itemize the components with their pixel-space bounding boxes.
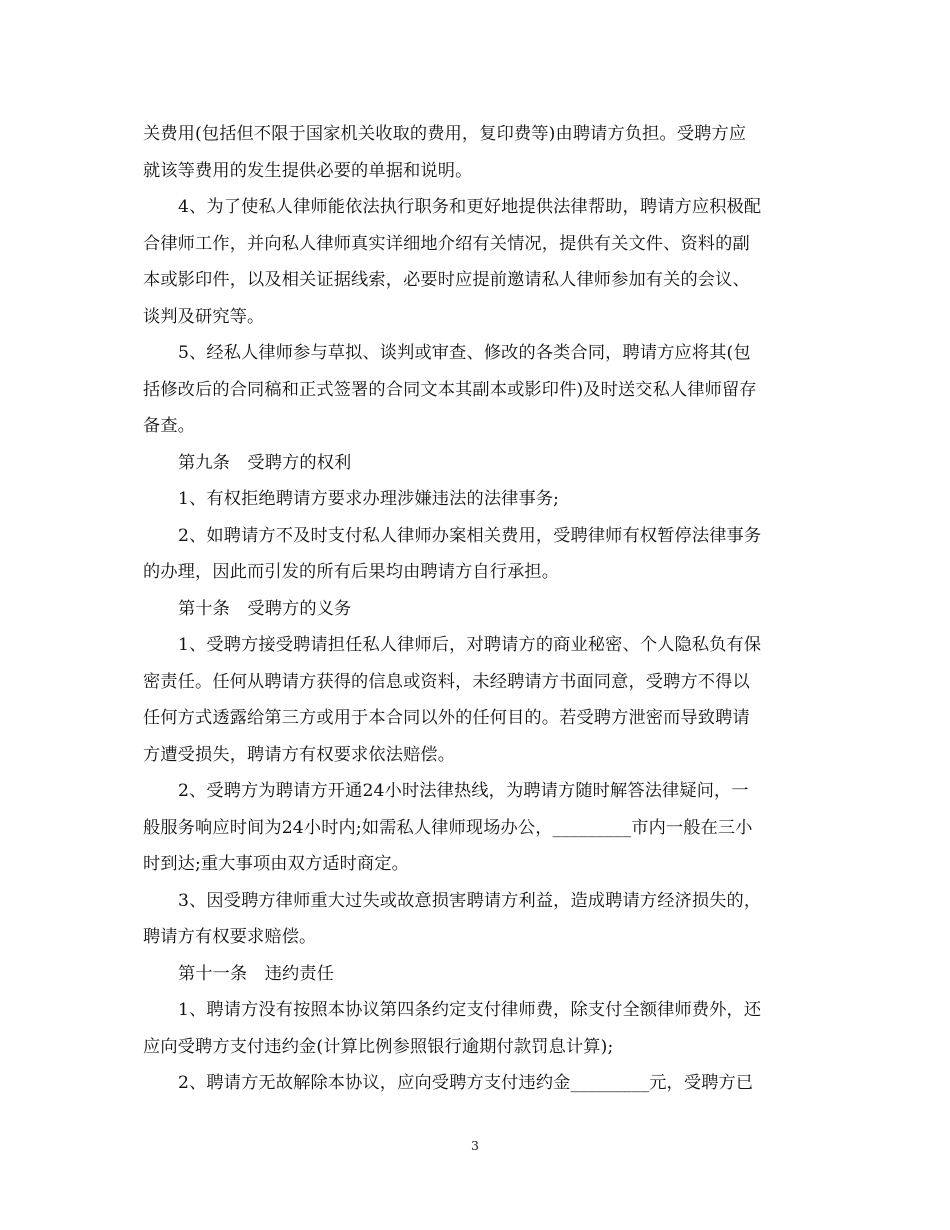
text-line: 合律师工作，并向私人律师真实详细地介绍有关情况，提供有关文件、资料的副: [143, 233, 750, 254]
text-line: 聘请方有权要求赔偿。: [143, 927, 317, 947]
text-line: 时到达;重大事项由双方适时商定。: [143, 854, 410, 874]
text-line: 就该等费用的发生提供必要的单据和说明。: [143, 160, 473, 181]
text-line: 应向受聘方支付违约金(计算比例参照银行逾期付款罚息计算);: [143, 1036, 614, 1057]
article-heading: 第九条 受聘方的权利: [178, 452, 352, 473]
page-number: 3: [471, 1138, 479, 1153]
text-line: 般服务响应时间为24小时内;如需私人律师现场办公，_________市内一般在三小: [143, 817, 753, 838]
text-line: 1、聘请方没有按照本协议第四条约定支付律师费，除支付全额律师费外，还: [178, 1000, 762, 1020]
text-line: 密责任。任何从聘请方获得的信息或资料，未经聘请方书面同意，受聘方不得以: [143, 671, 750, 692]
text-line: 方遭受损失，聘请方有权要求依法赔偿。: [143, 744, 456, 765]
text-line: 2、如聘请方不及时支付私人律师办案相关费用，受聘律师有权暂停法律事务: [178, 525, 762, 546]
text-line: 1、受聘方接受聘请担任私人律师后，对聘请方的商业秘密、个人隐私负有保: [178, 635, 762, 655]
text-line: 任何方式透露给第三方或用于本合同以外的任何目的。若受聘方泄密而导致聘请: [143, 708, 750, 728]
text-line: 2、受聘方为聘请方开通24小时法律热线，为聘请方随时解答法律疑问，一: [178, 781, 749, 801]
text-line: 谈判及研究等。: [143, 306, 265, 327]
text-line: 括修改后的合同稿和正式签署的合同文本其副本或影印件)及时送交私人律师留存: [143, 379, 757, 400]
text-line: 的办理，因此而引发的所有后果均由聘请方自行承担。: [143, 562, 560, 582]
text-line: 2、聘请方无故解除本协议，应向受聘方支付违约金_________元，受聘方已: [178, 1073, 754, 1093]
text-line: 关费用(包括但不限于国家机关收取的费用，复印费等)由聘请方负担。受聘方应: [143, 124, 747, 144]
text-line: 备查。: [143, 416, 196, 436]
text-line: 本或影印件，以及相关证据线索，必要时应提前邀请私人律师参加有关的会议、: [143, 270, 750, 290]
article-heading: 第十一条 违约责任: [178, 963, 335, 984]
article-heading: 第十条 受聘方的义务: [178, 598, 352, 619]
text-line: 4、为了使私人律师能依法执行职务和更好地提供法律帮助，聘请方应积极配: [178, 197, 762, 217]
text-line: 1、有权拒绝聘请方要求办理涉嫌违法的法律事务;: [178, 489, 560, 509]
body-text: [143, 116, 809, 1102]
text-line: 5、经私人律师参与草拟、谈判或审查、修改的各类合同，聘请方应将其(包: [178, 343, 751, 363]
text-line: 3、因受聘方律师重大过失或故意损害聘请方利益，造成聘请方经济损失的，: [178, 890, 762, 911]
